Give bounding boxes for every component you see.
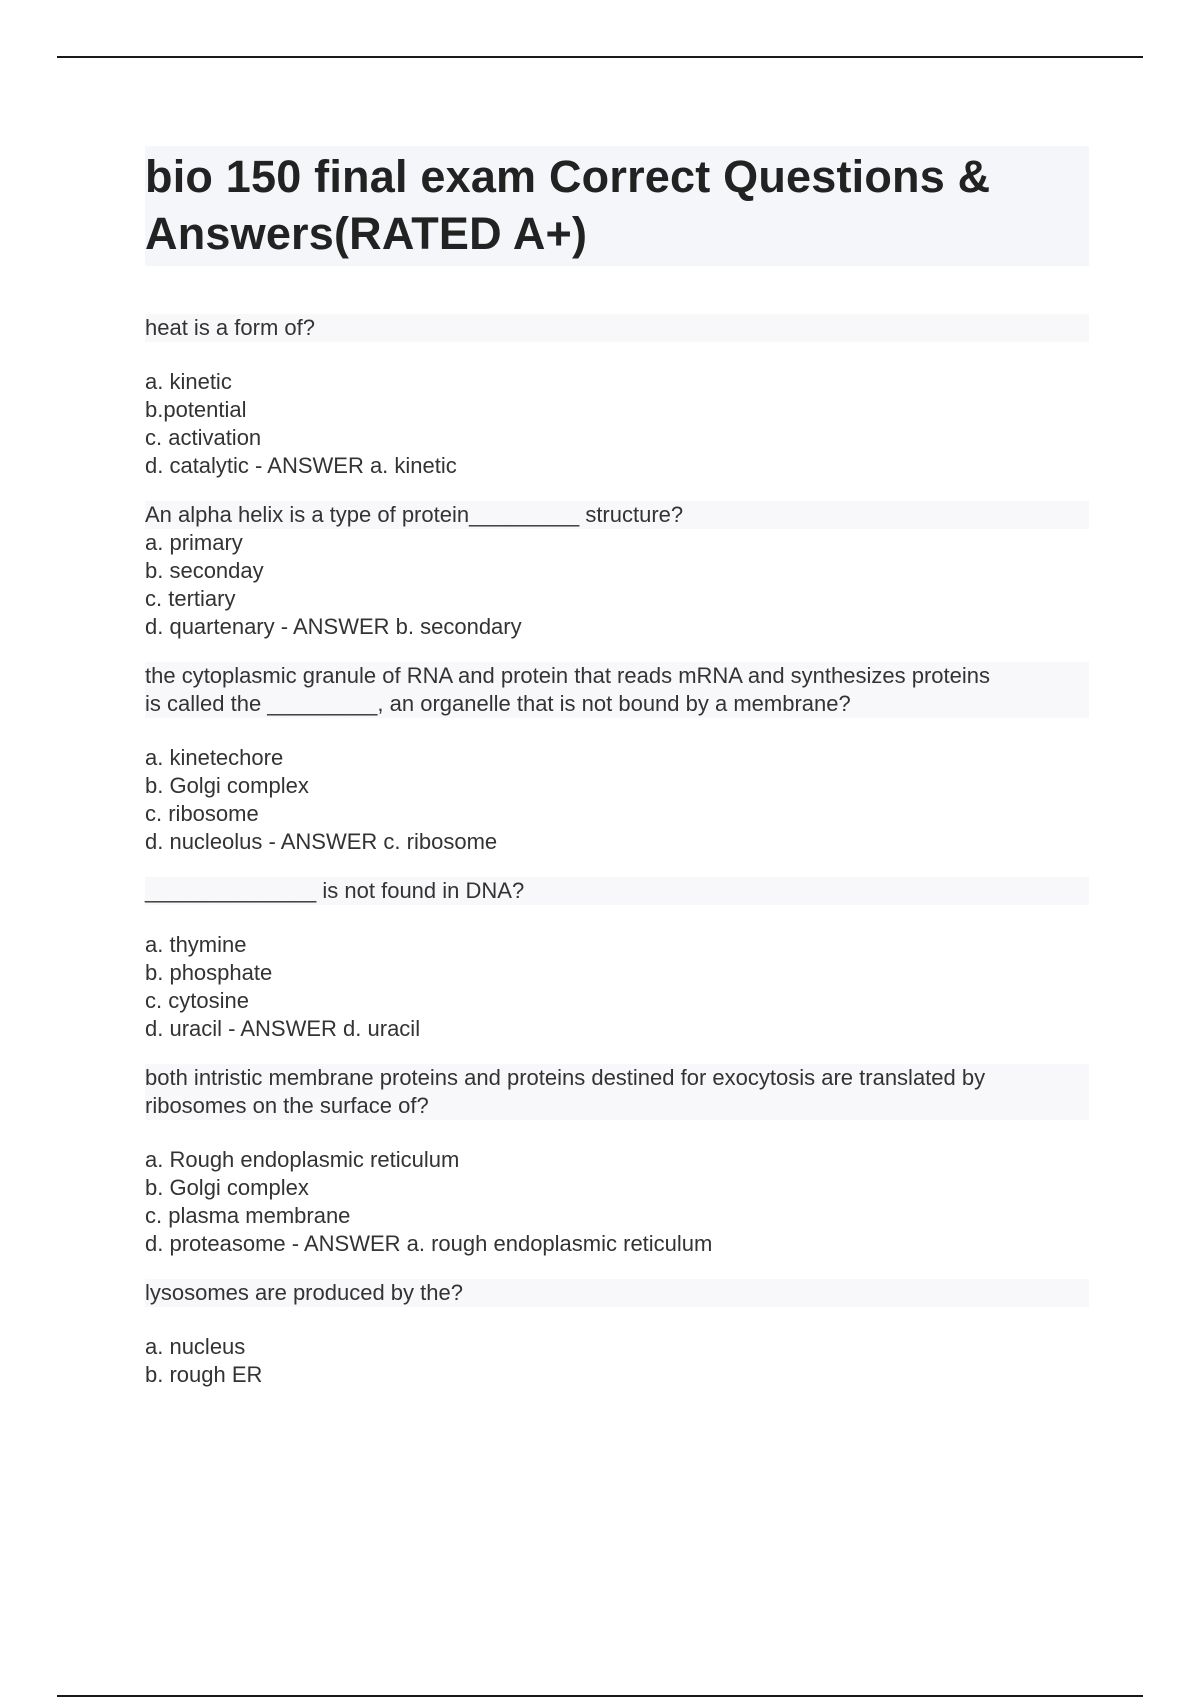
option-list xyxy=(145,368,1089,480)
question-text xyxy=(145,662,1089,718)
question-text xyxy=(145,877,1089,905)
option-item: b. seconday xyxy=(145,558,264,583)
option-item: a. nucleus xyxy=(145,1334,246,1359)
question-block xyxy=(145,1064,1089,1258)
option-item: c. plasma membrane xyxy=(145,1203,351,1228)
spacer xyxy=(145,1307,1089,1333)
option-list xyxy=(145,744,1089,856)
option-list xyxy=(145,1146,1089,1258)
question-line: ribosomes on the surface of? xyxy=(145,1093,429,1118)
option-item: a. kinetechore xyxy=(145,745,284,770)
spacer xyxy=(145,905,1089,931)
question-block xyxy=(145,314,1089,480)
spacer xyxy=(145,718,1089,744)
question-line: lysosomes are produced by the? xyxy=(145,1280,463,1305)
question-text xyxy=(145,314,1089,342)
option-item: c. tertiary xyxy=(145,586,236,611)
option-item: c. cytosine xyxy=(145,988,249,1013)
question-block xyxy=(145,1279,1089,1389)
option-item: b.potential xyxy=(145,397,247,422)
option-list xyxy=(145,1333,1089,1389)
option-item: d. catalytic - ANSWER a. kinetic xyxy=(145,453,457,478)
document-body xyxy=(145,146,1089,1410)
question-line: ______________ is not found in DNA? xyxy=(145,878,525,903)
question-text xyxy=(145,501,1089,529)
option-item: a. thymine xyxy=(145,932,247,957)
option-list xyxy=(145,931,1089,1043)
question-block xyxy=(145,877,1089,1043)
option-item: d. quartenary - ANSWER b. secondary xyxy=(145,614,522,639)
question-line: both intristic membrane proteins and proteins destined for exocytosis are translated by xyxy=(145,1065,986,1090)
option-item: c. activation xyxy=(145,425,262,450)
option-item: d. proteasome - ANSWER a. rough endoplasmic reticulum xyxy=(145,1231,713,1256)
document-title: bio 150 final exam Correct Questions & Answers(RATED A+) xyxy=(145,151,991,259)
question-line: An alpha helix is a type of protein_________ structure? xyxy=(145,502,684,527)
option-item: b. phosphate xyxy=(145,960,273,985)
title-block xyxy=(145,146,1089,266)
option-list xyxy=(145,529,1089,641)
option-item: a. Rough endoplasmic reticulum xyxy=(145,1147,460,1172)
question-line: the cytoplasmic granule of RNA and protein that reads mRNA and synthesizes proteins xyxy=(145,663,991,688)
option-item: d. nucleolus - ANSWER c. ribosome xyxy=(145,829,498,854)
question-list xyxy=(145,314,1089,1389)
option-item: d. uracil - ANSWER d. uracil xyxy=(145,1016,421,1041)
question-block xyxy=(145,662,1089,856)
question-line: heat is a form of? xyxy=(145,315,315,340)
option-item: a. primary xyxy=(145,530,243,555)
question-text xyxy=(145,1064,1089,1120)
question-block xyxy=(145,501,1089,641)
spacer xyxy=(145,1120,1089,1146)
option-item: b. rough ER xyxy=(145,1362,263,1387)
top-rule xyxy=(57,56,1143,58)
option-item: b. Golgi complex xyxy=(145,1175,309,1200)
option-item: a. kinetic xyxy=(145,369,232,394)
bottom-rule xyxy=(57,1695,1143,1697)
spacer xyxy=(145,342,1089,368)
question-text xyxy=(145,1279,1089,1307)
option-item: c. ribosome xyxy=(145,801,259,826)
option-item: b. Golgi complex xyxy=(145,773,309,798)
question-line: is called the _________, an organelle that is not bound by a membrane? xyxy=(145,691,851,716)
